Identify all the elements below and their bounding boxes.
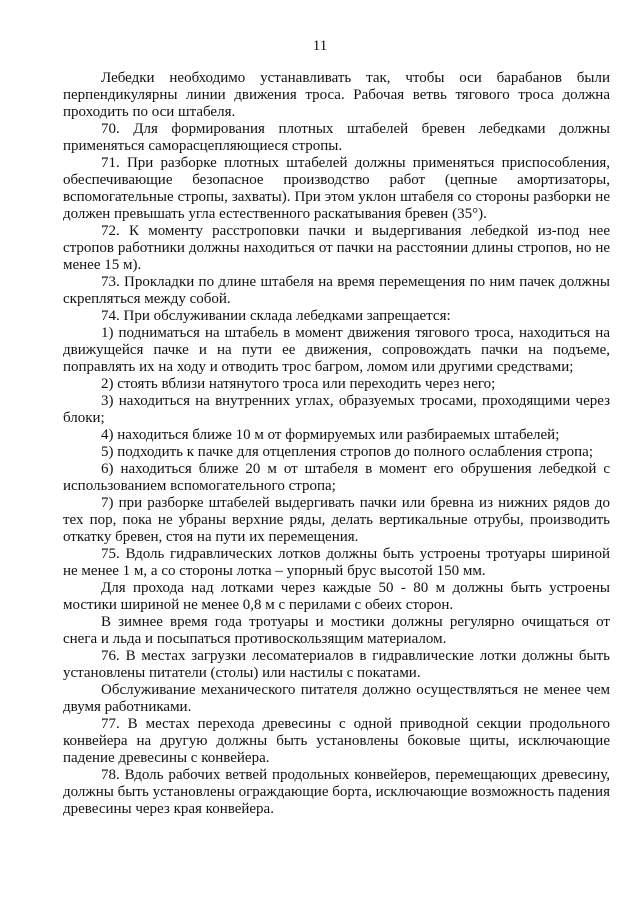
- paragraph-clause-75: 75. Вдоль гидравлических лотков должны быть устроены тротуары шириной не менее 1 м, а со стороны лотка – упорный брус высотой 150 мм.: [63, 546, 610, 579]
- page-number: 11: [312, 38, 328, 54]
- list-item: 4) находиться ближе 10 м от формируемых или разбираемых штабелей;: [101, 427, 560, 443]
- list-item: 7) при разборке штабелей выдергивать пачки или бревна из нижних рядов до тех пор, пока не убраны верхние ряды, делать вертикальные отрубы, производить откатку бревен, стоя на пути их перемещения.: [63, 495, 610, 545]
- list-item: 3) находиться на внутренних углах, образуемых тросами, проходящими через блоки;: [63, 393, 610, 426]
- paragraph-clause-72: 72. К моменту расстроповки пачки и выдергивания лебедкой из-под нее стропов работники должны находиться от пачки на расстоянии длины стропов, но не менее 15 м).: [63, 223, 610, 273]
- paragraph: Лебедки необходимо устанавливать так, чтобы оси барабанов были перпендикулярны линии движения троса. Рабочая ветвь тягового троса должна проходить по оси штабеля.: [63, 70, 610, 120]
- paragraph-clause-70: 70. Для формирования плотных штабелей бревен лебедками должны применяться саморасцепляющиеся стропы.: [63, 121, 610, 154]
- list-item: 6) находиться ближе 20 м от штабеля в момент его обрушения лебедкой с использованием вспомогательного стропа;: [63, 461, 610, 494]
- list-item: 1) подниматься на штабель в момент движения тягового троса, находиться на движущейся пачке и на пути ее движения, сопровождать пачки на подъеме, поправлять их на ходу и отводить трос багром, ломом или другими средствами;: [63, 325, 610, 375]
- paragraph-clause-73: 73. Прокладки по длине штабеля на время перемещения по ним пачек должны скрепляться между собой.: [63, 274, 610, 307]
- list-item: 5) подходить к пачке для отцепления стропов до полного ослабления стропа;: [101, 444, 593, 460]
- paragraph: Для прохода над лотками через каждые 50 - 80 м должны быть устроены мостики шириной не менее 0,8 м с перилами с обеих сторон.: [63, 580, 610, 613]
- paragraph-clause-71: 71. При разборке плотных штабелей должны применяться приспособления, обеспечивающие безопасное производство работ (цепные амортизаторы, вспомогательные стропы, захваты). При этом уклон штабеля со стороны разборки не должен превышать угла естественного раскатывания бревен (35°).: [63, 155, 610, 222]
- paragraph: В зимнее время года тротуары и мостики должны регулярно очищаться от снега и льда и посыпаться противоскользящим материалом.: [63, 614, 610, 647]
- paragraph: Обслуживание механического питателя должно осуществляться не менее чем двумя работниками.: [63, 682, 610, 715]
- list-item: 2) стоять вблизи натянутого троса или переходить через него;: [101, 376, 496, 392]
- document-body: [63, 70, 610, 818]
- paragraph-clause-78: 78. Вдоль рабочих ветвей продольных конвейеров, перемещающих древесину, должны быть установлены ограждающие борта, исключающие возможность падения древесины через края конвейера.: [63, 767, 610, 817]
- paragraph-clause-77: 77. В местах перехода древесины с одной приводной секции продольного конвейера на другую должны быть установлены боковые щиты, исключающие падение древесины с конвейера.: [63, 716, 610, 766]
- paragraph-clause-76: 76. В местах загрузки лесоматериалов в гидравлические лотки должны быть установлены питатели (столы) или настилы с покатами.: [63, 648, 610, 681]
- paragraph-clause-74: 74. При обслуживании склада лебедками запрещается:: [101, 308, 451, 324]
